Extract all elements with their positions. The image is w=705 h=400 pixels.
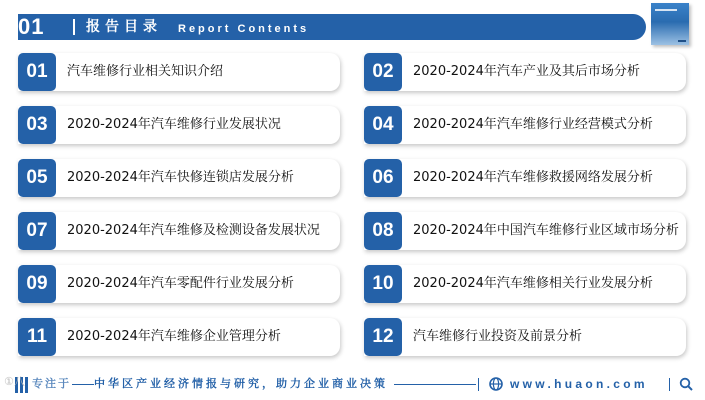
header-separator [73,19,75,35]
toc-item-title: 汽车维修行业投资及前景分析 [413,329,583,344]
toc-item-title: 2020-2024年汽车维修相关行业发展分析 [413,276,653,291]
toc-item-title: 2020-2024年汽车维修企业管理分析 [67,329,281,344]
toc-item-title: 2020-2024年汽车快修连锁店发展分析 [67,170,294,185]
toc-item-number: 02 [364,53,402,91]
toc-item-number: 09 [18,265,56,303]
toc-item-05[interactable] [18,159,340,197]
toc-item-number: 04 [364,106,402,144]
toc-item-title: 2020-2024年汽车零配件行业发展分析 [67,276,294,291]
toc-item-08[interactable] [364,212,686,250]
toc-item-title: 2020-2024年汽车维修救援网络发展分析 [413,170,653,185]
toc-item-10[interactable] [364,265,686,303]
toc-item-number: 10 [364,265,402,303]
toc-item-07[interactable] [18,212,340,250]
footer-brand: 专注于 [32,377,71,390]
footer-divider [669,378,670,391]
toc-item-09[interactable] [18,265,340,303]
toc-item-title: 2020-2024年中国汽车维修行业区域市场分析 [413,223,679,238]
toc-item-04[interactable] [364,106,686,144]
globe-icon [489,377,503,391]
page-subtitle: Report Contents [178,23,310,35]
toc-item-title: 2020-2024年汽车产业及其后市场分析 [413,64,640,79]
toc-item-06[interactable] [364,159,686,197]
section-number: 01 [18,14,45,39]
toc-item-title: 2020-2024年汽车维修及检测设备发展状况 [67,223,320,238]
toc-item-title: 2020-2024年汽车维修行业发展状况 [67,117,281,132]
book-cover-thumbnail [651,3,689,45]
toc-item-title: 汽车维修行业相关知识介绍 [67,64,224,79]
toc-item-number: 11 [18,318,56,356]
search-icon[interactable] [679,377,693,391]
toc-item-number: 07 [18,212,56,250]
toc-item-11[interactable] [18,318,340,356]
toc-item-03[interactable] [18,106,340,144]
footer-website-link[interactable]: www.huaon.com [510,377,648,391]
toc-item-title: 2020-2024年汽车维修行业经营模式分析 [413,117,653,132]
toc-item-02[interactable] [364,53,686,91]
footer-slogan: 中华区产业经济情报与研究，助力企业商业决策 [94,376,394,392]
toc-item-12[interactable] [364,318,686,356]
toc-item-number: 05 [18,159,56,197]
toc-item-number: 06 [364,159,402,197]
toc-item-number: 03 [18,106,56,144]
toc-item-01[interactable] [18,53,340,91]
page-title: 报告目录 [86,19,162,35]
watermark: ①八 [4,376,25,388]
toc-item-number: 01 [18,53,56,91]
footer-divider [478,378,479,391]
toc-item-number: 08 [364,212,402,250]
toc-item-number: 12 [364,318,402,356]
